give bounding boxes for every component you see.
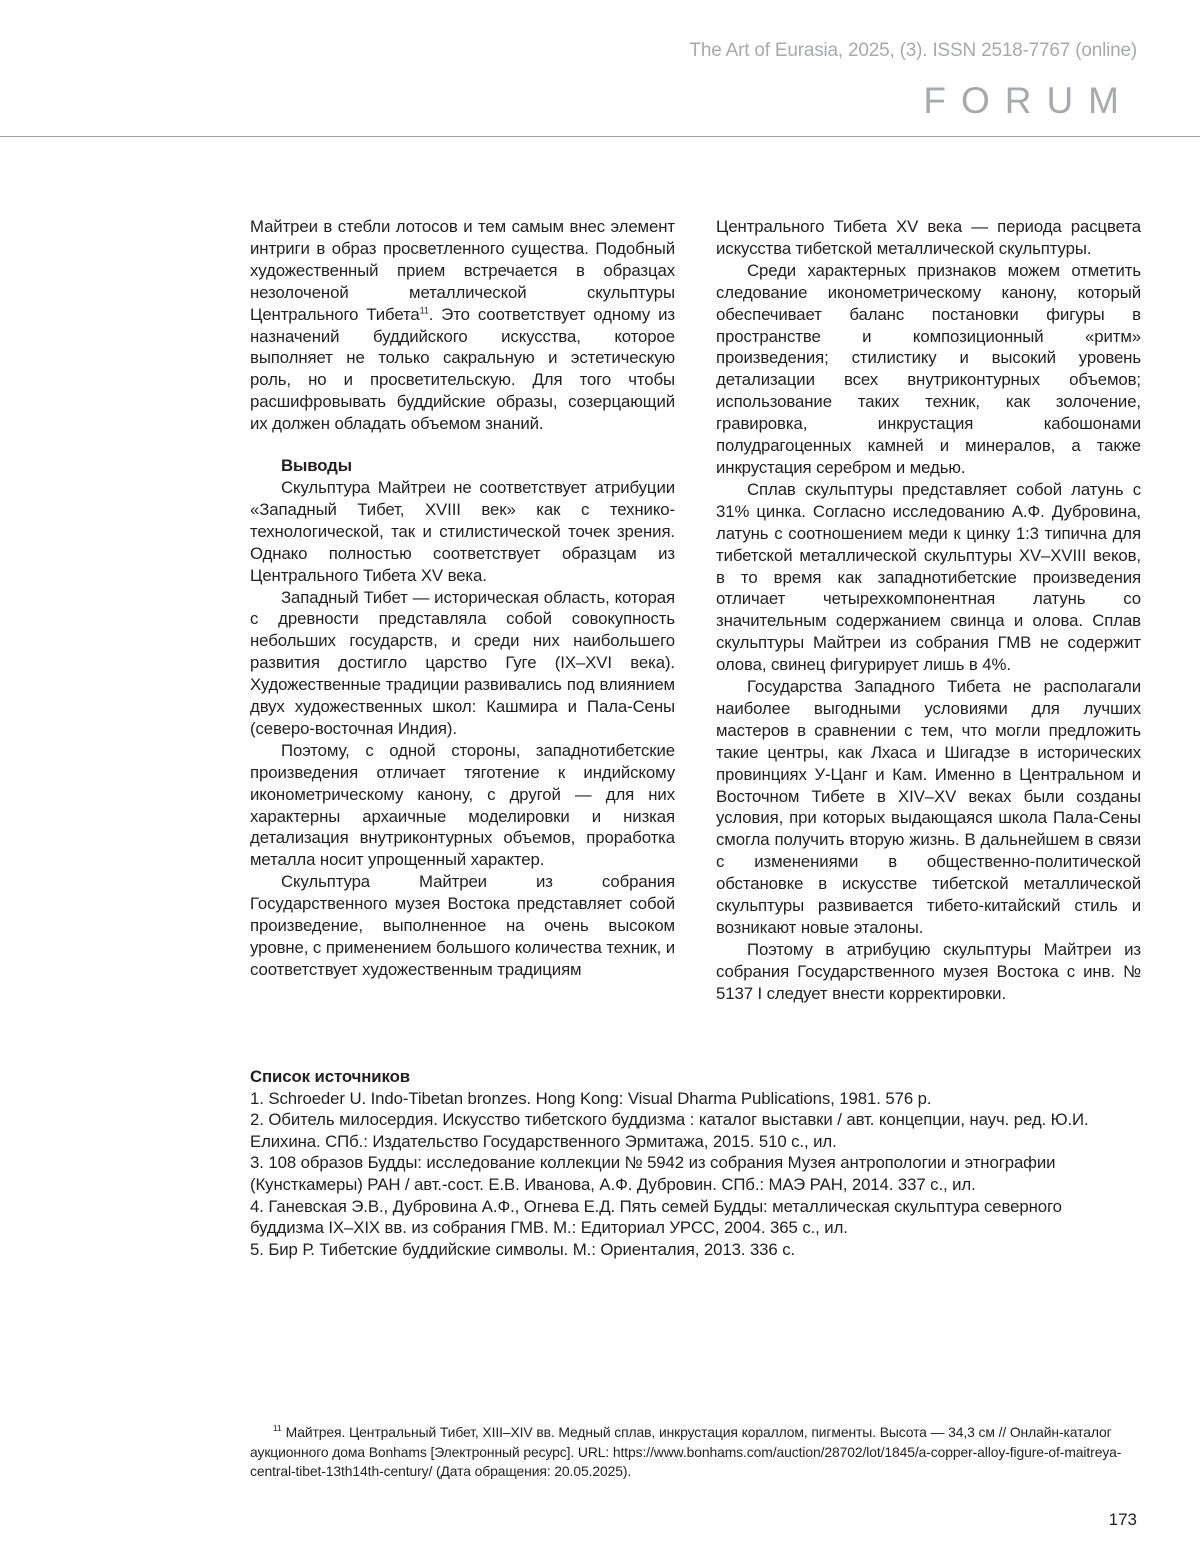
references-title: Список источников (250, 1067, 410, 1086)
paragraph-text: . Это соответствует одному из назначений буддийского искусства, которое выполняет не только сакральную и эстетическую роль, но и просветительскую. Для того чтобы расшифровывать буддийские образы, созерцающий их должен обладать объемом знаний. (250, 304, 675, 434)
reference-item: 1. Schroeder U. Indo-Tibetan bronzes. Hong Kong: Visual Dharma Publications, 1981. 576 p. (250, 1088, 932, 1108)
reference-item: 5. Бир Р. Тибетские буддийские символы. М.: Ориенталия, 2013. 336 с. (250, 1239, 796, 1259)
reference-item: 4. Ганевская Э.В., Дубровина А.Ф., Огнева Е.Д. Пять семей Будды: металлическая скульптура северного буддизма IX–XIX вв. из собрания ГМВ. М.: Едиториал УРСС, 2004. 365 с., ил. (250, 1196, 1062, 1238)
right-column (716, 216, 1141, 1005)
paragraph: Сплав скульптуры представляет собой латунь с 31% цинка. Согласно исследованию А.Ф. Дубровина, латунь с соотношением меди к цинку 1:3 типична для тибетской металлической скульптуры XV–XVIII веков, в то время как западнотибетские произведения отличает четырехкомпонентная латунь со значительным содержанием свинца и олова. Сплав скульптуры Майтреи из собрания ГМВ не содержит олова, свинец фигурирует лишь в 4%. (716, 479, 1141, 675)
paragraph (250, 216, 675, 435)
paragraph: Среди характерных признаков можем отметить следование иконометрическому канону, который обеспечивает баланс постановки фигуры в пространстве и композиционный «ритм» произведения; стилистику и высокий уровень детализации всех внутриконтурных объемов; использование таких техник, как золочение, гравировка, инкрустация кабошонами полудрагоценных камней и минералов, а также инкрустация серебром и медью. (716, 260, 1141, 477)
footnote-mark: 11 (273, 1423, 282, 1434)
footnote-text[interactable]: Майтрея. Центральный Тибет, XIII–XIV вв. Медный сплав, инкрустация кораллом, пигменты. Высота — 34,3 см // Онлайн-каталог аукционного дома Bonhams [Электронный ресурс]. URL: https://www.bonhams.com/auction/28702/lot/1845/a-copper-alloy-figure-of-maitreya-central-tibet-13th14th-century/ (Дата обращения: 20.05.2025). (250, 1424, 1122, 1480)
footnote (250, 1423, 1145, 1482)
section-title: FORUM (923, 80, 1134, 121)
paragraph: Центрального Тибета XV века — периода расцвета искусства тибетской металлической скульптуры. (716, 217, 1141, 258)
journal-citation: The Art of Eurasia, 2025, (3). ISSN 2518-7767 (online) (689, 40, 1137, 61)
paragraph-text: Майтреи в стебли лотосов и тем самым внес элемент интриги в образ просветленного существа. Подобный художественный прием встречается в образцах незолоченой металлической скульптуры Центрального Тибета (250, 217, 675, 324)
reference-item: 2. Обитель милосердия. Искусство тибетского буддизма : каталог выставки / авт. концепции, науч. ред. Ю.И. Елихина. СПб.: Издательство Государственного Эрмитажа, 2015. 510 с., ил. (250, 1110, 1089, 1151)
paragraph: Скульптура Майтреи из собрания Государственного музея Востока представляет собой произведение, выполненное на очень высоком уровне, с применением большого количества техник, и соответствует художественным традициям (250, 872, 675, 979)
header-divider (0, 136, 1200, 137)
conclusions-heading: Выводы (281, 456, 352, 476)
references (250, 1066, 1100, 1260)
paragraph: Западный Тибет — историческая область, которая с древности представляла собой совокупность небольших государств, и среди них наибольшего развития достигло царство Гуге (IX–XVI века). Художественные традиции развивались под влиянием двух художественных школ: Кашмира и Пала-Сены (северо-восточная Индия). (250, 587, 675, 738)
left-column (250, 216, 675, 981)
page-number: 173 (1108, 1510, 1137, 1529)
paragraph: Поэтому, с одной стороны, западнотибетские произведения отличает тяготение к индийскому иконометрическому канону, с другой — для них характерны архаичные моделировки и низкая детализация внутриконтурных объемов, проработка металла носит упрощенный характер. (250, 740, 675, 870)
paragraph: Поэтому в атрибуцию скульптуры Майтреи из собрания Государственного музея Востока с инв. № 5137 I следует внести корректировки. (716, 939, 1141, 1003)
paragraph: Скульптура Майтреи не соответствует атрибуции «Западный Тибет, XVIII век» как с технико-технологической, так и стилистической точек зрения. Однако полностью соответствует образцам из Центрального Тибета XV века. (250, 477, 675, 585)
reference-item: 3. 108 образов Будды: исследование коллекции № 5942 из собрания Музея антропологии и этнографии (Кунсткамеры) РАН / авт.-сост. Е.В. Иванова, А.Ф. Дубровин. СПб.: МАЭ РАН, 2014. 337 с., ил. (250, 1153, 1056, 1194)
references-list (250, 1088, 1100, 1261)
footnote-ref[interactable]: 11 (419, 305, 429, 316)
paragraph: Государства Западного Тибета не располагали наиболее выгодными условиями для лучших мастеров в сравнении с тем, что могли предложить такие центры, как Лхаса и Шигадзе в исторических провинциях У-Цанг и Кам. Именно в Центральном и Восточном Тибете в XIV–XV веках были созданы условия, при которых выдающаяся школа Пала-Сены смогла получить вторую жизнь. В дальнейшем в связи с изменениями в общественно-политической обстановке в искусстве тибетской металлической скульптуры развивается тибето-китайский стиль и возникают новые эталоны. (716, 677, 1141, 937)
